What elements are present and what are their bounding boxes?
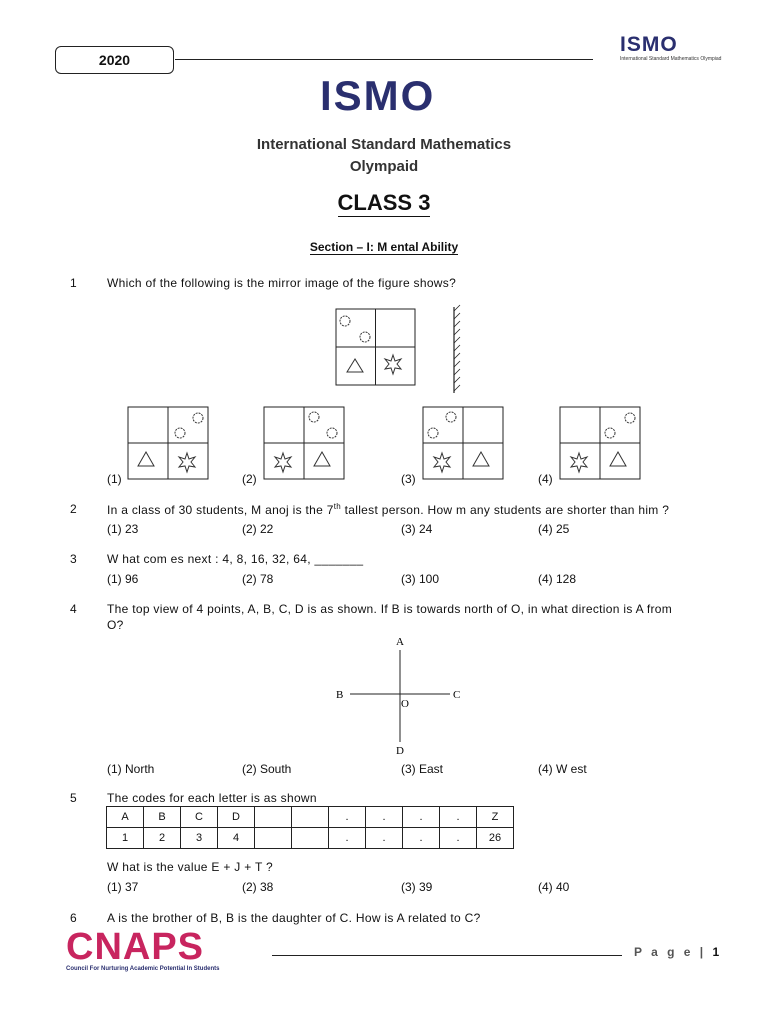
class-title-text: CLASS 3 [337, 190, 431, 215]
option-3[interactable]: (3) East [401, 762, 444, 776]
question-text: W hat com es next : 4, 8, 16, 32, 64, _______ [107, 552, 364, 566]
page-label: P a g e | [634, 945, 707, 959]
table-cell: 3 [181, 828, 218, 849]
question-text-part: tallest person. How m any students are shorter than him ? [341, 503, 670, 517]
option-2[interactable]: (2) 22 [242, 522, 274, 536]
small-logo-text: ISMO [620, 33, 678, 56]
option-1[interactable]: (1) [107, 472, 122, 486]
table-cell: . [440, 828, 477, 849]
ismo-logo: ISMO [320, 72, 436, 119]
question-text: A is the brother of B, B is the daughter of C. How is A related to C? [107, 911, 481, 925]
option-figure-1 [124, 403, 214, 483]
label-c: C [453, 689, 461, 701]
mirror-question-figure [330, 303, 470, 395]
option-2[interactable]: (2) South [242, 762, 292, 776]
option-2[interactable]: (2) 38 [242, 880, 274, 894]
table-cell [292, 807, 329, 828]
footer-rule [272, 955, 622, 956]
superscript: th [333, 502, 341, 511]
option-1[interactable]: (1) 96 [107, 572, 139, 586]
option-1[interactable]: (1) 37 [107, 880, 139, 894]
question-number: 3 [70, 552, 77, 566]
cnaps-logo-subtitle: Council For Nurturing Academic Potential In Students [66, 966, 220, 972]
cnaps-logo [66, 928, 219, 972]
organization-name [200, 134, 568, 178]
option-1[interactable]: (1) 23 [107, 522, 139, 536]
label-o: O [401, 698, 409, 710]
page-number-value: 1 [712, 945, 723, 959]
question-text: Which of the following is the mirror image of the figure shows? [107, 276, 457, 290]
question-number: 2 [70, 502, 77, 516]
page-number [634, 945, 722, 959]
table-cell: B [144, 807, 181, 828]
label-a: A [396, 636, 404, 648]
table-cell: . [329, 828, 366, 849]
table-cell: . [366, 828, 403, 849]
option-4[interactable]: (4) [538, 472, 553, 486]
small-ismo-logo [620, 33, 722, 62]
table-cell [255, 807, 292, 828]
question-number: 1 [70, 276, 77, 290]
option-2[interactable]: (2) [242, 472, 257, 486]
option-1[interactable]: (1) North [107, 762, 155, 776]
option-4[interactable]: (4) 25 [538, 522, 570, 536]
option-3[interactable]: (3) 39 [401, 880, 433, 894]
option-2[interactable]: (2) 78 [242, 572, 274, 586]
question-number: 5 [70, 791, 77, 805]
table-cell: . [403, 807, 440, 828]
class-title [300, 190, 468, 216]
question-number: 6 [70, 911, 77, 925]
question-text: The codes for each letter is as shown [107, 791, 317, 805]
question-number: 4 [70, 602, 77, 616]
option-figure-4 [556, 403, 646, 483]
letter-row [107, 807, 514, 828]
label-d: D [396, 745, 404, 757]
question-text-line-2: O? [107, 618, 124, 632]
table-cell [292, 828, 329, 849]
table-cell: Z [477, 807, 514, 828]
table-cell: C [181, 807, 218, 828]
question-subtext: W hat is the value E + J + T ? [107, 860, 273, 874]
header-rule [175, 59, 593, 60]
table-cell: 1 [107, 828, 144, 849]
direction-diagram [330, 632, 470, 757]
question-text [107, 502, 669, 517]
option-4[interactable]: (4) 128 [538, 572, 577, 586]
table-cell: . [403, 828, 440, 849]
question-text: The top view of 4 points, A, B, C, D is as shown. If B is towards north of O, in what direction is A from [107, 602, 673, 616]
label-b: B [336, 689, 344, 701]
option-3[interactable]: (3) [401, 472, 416, 486]
small-logo-subtitle: International Standard Mathematics Olympiad [620, 56, 722, 62]
table-cell: A [107, 807, 144, 828]
option-figure-2 [260, 403, 350, 483]
letter-code-table [106, 806, 514, 849]
option-3[interactable]: (3) 100 [401, 572, 440, 586]
table-cell: . [329, 807, 366, 828]
table-cell: 2 [144, 828, 181, 849]
table-cell: . [366, 807, 403, 828]
section-title [234, 240, 534, 254]
table-cell [255, 828, 292, 849]
org-line-2: Olympaid [349, 158, 419, 175]
option-4[interactable]: (4) W est [538, 762, 587, 776]
option-figure-3 [419, 403, 509, 483]
org-line-1: International Standard Mathematics [256, 136, 512, 153]
cnaps-logo-text: CNAPS [66, 926, 205, 968]
table-cell: D [218, 807, 255, 828]
code-row [107, 828, 514, 849]
table-cell: 26 [477, 828, 514, 849]
year-box: 2020 [55, 46, 174, 74]
table-cell: . [440, 807, 477, 828]
table-cell: 4 [218, 828, 255, 849]
option-4[interactable]: (4) 40 [538, 880, 570, 894]
option-3[interactable]: (3) 24 [401, 522, 433, 536]
question-text-part: In a class of 30 students, M anoj is the 7 [107, 503, 334, 517]
section-title-text: Section – I: M ental Ability [309, 240, 459, 254]
